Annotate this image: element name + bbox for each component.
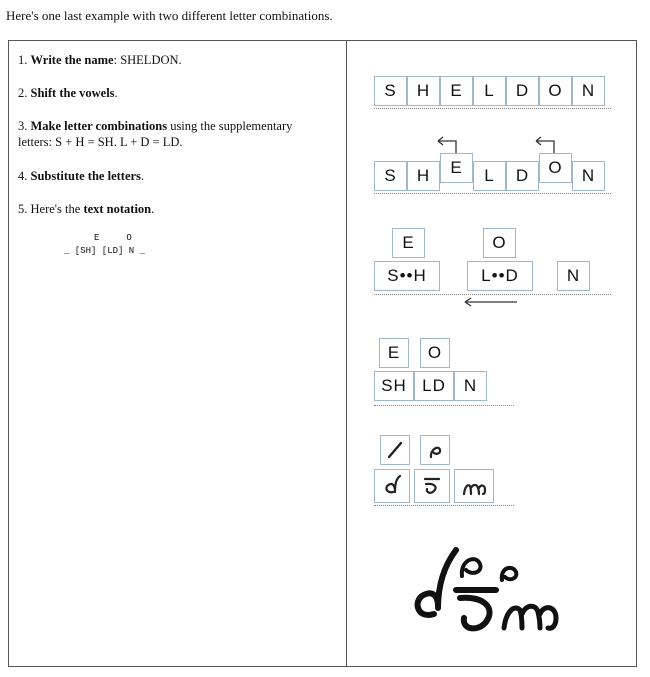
letter-cell: S: [374, 161, 407, 191]
letter-cell: S: [374, 76, 407, 106]
letter-cell: L: [473, 161, 506, 191]
m-glyph-icon: [454, 469, 494, 503]
letter-cell: O: [539, 76, 572, 106]
step-1: 1. Write the name: SHELDON.: [18, 53, 182, 67]
letter-cell: D: [506, 76, 539, 106]
vowel-cell: E: [392, 228, 425, 258]
sheldon-diagram: [9, 41, 636, 666]
step-4: 4. Substitute the letters.: [18, 169, 145, 183]
raised-vowel-cell: E: [440, 153, 473, 183]
baseline: [374, 405, 514, 406]
vowel-cell: O: [483, 228, 516, 258]
notation-vowels: E O: [94, 233, 132, 243]
vowel-cell: O: [420, 338, 450, 368]
letter-cell: H: [407, 76, 440, 106]
baseline: [374, 505, 514, 506]
letter-cell: H: [407, 161, 440, 191]
left-arrow-icon: [461, 296, 519, 308]
combination-cell: SH: [374, 371, 414, 401]
step-2: 2. Shift the vowels.: [18, 86, 118, 100]
calligraphy-word-icon: [404, 536, 579, 641]
letter-cell: D: [506, 161, 539, 191]
vowel-cell: E: [379, 338, 409, 368]
example-frame: [8, 40, 637, 667]
combination-cell: L••D: [467, 261, 533, 291]
baseline: [374, 108, 611, 109]
letter-cell: N: [572, 161, 605, 191]
line-glyph-icon: [380, 435, 410, 465]
letter-cell: N: [454, 371, 487, 401]
hook-glyph-icon: [420, 435, 450, 465]
step-5: 5. Here's the text notation.: [18, 202, 155, 216]
combination-cell: LD: [414, 371, 454, 401]
letter-cell: N: [557, 261, 590, 291]
d-glyph-icon: [374, 469, 410, 503]
sh-glyph-icon: [414, 469, 450, 503]
notation-consonants: _ [SH] [LD] N _: [64, 246, 146, 256]
intro-text: Here's one last example with two different letter combinations.: [6, 8, 333, 23]
raised-vowel-cell: O: [539, 153, 572, 183]
step-3: 3. Make letter combinations using the supplementary letters: S + H = SH. L + D = LD.: [18, 119, 293, 149]
letter-cell: L: [473, 76, 506, 106]
letter-cell: E: [440, 76, 473, 106]
combination-cell: S••H: [374, 261, 440, 291]
letter-cell: N: [572, 76, 605, 106]
baseline: [374, 294, 611, 295]
baseline: [374, 193, 611, 194]
